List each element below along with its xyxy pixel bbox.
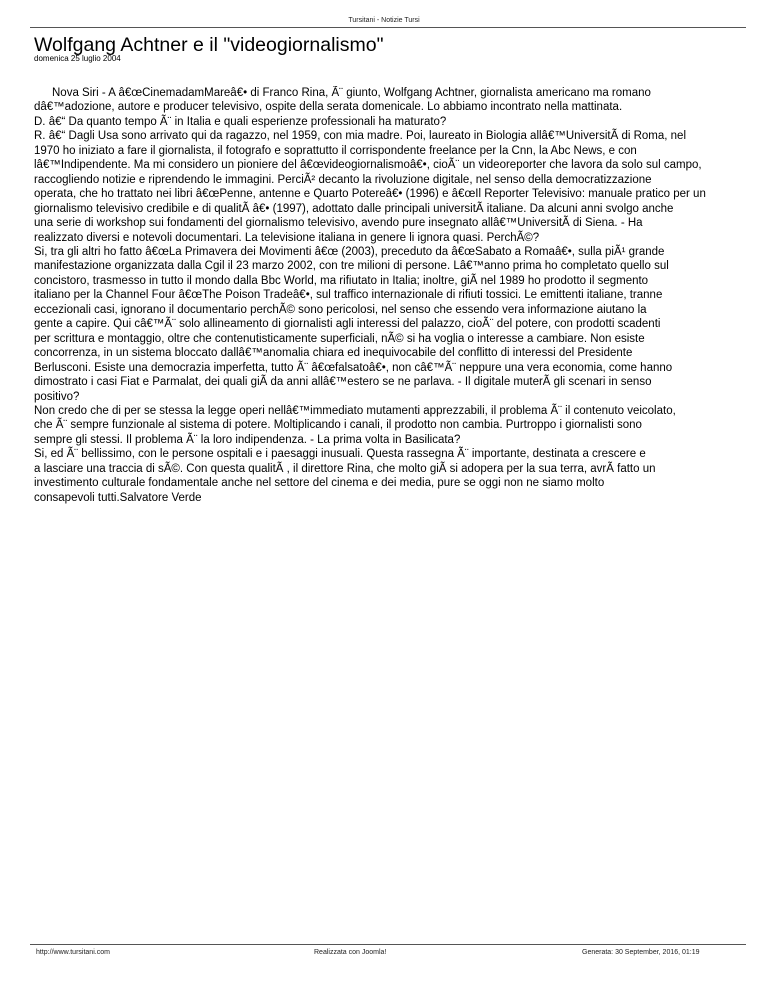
article-line: gente a capire. Qui câ€™Ã¨ solo allineamento di giornalisti agli interessi del palazzo, cioÃ¨ del potere, con prodotti scadenti bbox=[34, 318, 661, 331]
article-line: operata, che ho trattato nei libri â€œPenne, antenne e Quarto Potereâ€• (1996) e â€œIl Reporter Televisivo: manuale pratico per un bbox=[34, 188, 706, 201]
footer-credit: Realizzata con Joomla! bbox=[314, 949, 387, 956]
article-line: lâ€™Indipendente. Ma mi considero un pioniere del â€œvideogiornalismoâ€•, cioÃ¨ un videoreporter che lavora da solo sul campo, bbox=[34, 159, 702, 172]
article-line: concistoro, trasmesso in tutto il mondo dalla Bbc World, ma rifiutato in Italia; inoltre, giÃ nel 1989 ho prodotto il segmento bbox=[34, 274, 649, 287]
article-body bbox=[34, 86, 768, 505]
article-line: sempre gli stessi. Il problema Ã¨ la loro indipendenza. - La prima volta in Basilicata? bbox=[34, 433, 461, 446]
footer-site-url[interactable]: http://www.tursitani.com bbox=[36, 949, 110, 956]
article-line: per scrittura e montaggio, oltre che contenutisticamente superficiali, nÃ© si ha voglia o interesse a cambiare. Non esiste bbox=[34, 332, 645, 345]
article-line: concorrenza, in un sistema bloccato dallâ€™anomalia chiara ed inequivocabile del conflitto di interessi del Presidente bbox=[34, 347, 633, 360]
article-line: 1970 ho iniziato a fare il giornalista, il fotografo e soprattutto il corrispondente freelance per la Cnn, la Abc News, e con bbox=[34, 144, 637, 157]
article-line: consapevoli tutti.Salvatore Verde bbox=[34, 491, 202, 504]
article-line: manifestazione organizzata dalla Cgil il 23 marzo 2002, con tre milioni di persone. Lâ€™anno prima ho completato quello sul bbox=[34, 260, 669, 273]
article-line: giornalismo televisivo credibile e di qualitÃ â€• (1997), adottato dalle principali universitÃ italiane. Da alcuni anni svolgo anche bbox=[34, 202, 674, 215]
article-line: a lasciare una traccia di sÃ©. Con questa qualitÃ , il direttore Rina, che molto giÃ si adopera per la sua terra, avrÃ fatto un bbox=[34, 462, 656, 475]
article-line: che Ã¨ sempre funzionale al sistema di potere. Moltiplicando i canali, il prodotto non cambia. Purtroppo i giornalisti sono bbox=[34, 419, 642, 432]
article-line: investimento culturale fondamentale anche nel settore del cinema e dei media, pure se oggi non ne siamo molto bbox=[34, 477, 605, 490]
header-divider bbox=[30, 27, 746, 28]
article-title: Wolfgang Achtner e il "videogiornalismo" bbox=[34, 34, 384, 56]
article-line: Si, tra gli altri ho fatto â€œLa Primavera dei Movimenti â€œ (2003), preceduto da â€œSabato a Romaâ€•, sulla piÃ¹ grande bbox=[34, 245, 665, 258]
article-line: una serie di workshop sui fondamenti del giornalismo televisivo, avendo pure insegnato allâ€™UniversitÃ di Siena. - Ha bbox=[34, 217, 643, 230]
article-line: Berlusconi. Esiste una democrazia imperfetta, tutto Ã¨ â€œfalsatoâ€•, non câ€™Ã¨ neppure una vera economia, come hanno bbox=[34, 361, 673, 374]
article-line: eccezionali casi, ignorano il documentario perchÃ© sono pericolosi, nel senso che essendo vera informazione aiutano la bbox=[34, 303, 647, 316]
article-line: positivo? bbox=[34, 390, 80, 403]
footer-divider bbox=[30, 944, 746, 945]
article-line: raccogliendo notizie e riprendendo le immagini. PerciÃ² decanto la rivoluzione digitale, nel senso della democratizzazione bbox=[34, 173, 652, 186]
article-line: R. â€“ Dagli Usa sono arrivato qui da ragazzo, nel 1959, con mia madre. Poi, laureato in Biologia allâ€™UniversitÃ di Roma, nel bbox=[34, 130, 687, 143]
article-line: dâ€™adozione, autore e producer televisivo, ospite della serata domenicale. Lo abbiamo incontrato nella mattinata. bbox=[34, 101, 623, 114]
article-line: dimostrato i casi Fiat e Parmalat, dei quali giÃ da anni allâ€™estero se ne parlava. - Il digitale muterÃ gli scenari in senso bbox=[34, 376, 652, 389]
article-line: Non credo che di per se stessa la legge operi nellâ€™immediato mutamenti apprezzabili, il problema Ã¨ il contenuto veicolato, bbox=[34, 404, 676, 417]
article-line: italiano per la Channel Four â€œThe Poison Tradeâ€•, sul traffico internazionale di rifiuti tossici. Le emittenti italiane, tranne bbox=[34, 289, 663, 302]
site-header-title: Tursitani - Notizie Tursi bbox=[348, 17, 420, 24]
article-date: domenica 25 luglio 2004 bbox=[34, 54, 121, 63]
article-line: Nova Siri - A â€œCinemadamMareâ€• di Franco Rina, Ã¨ giunto, Wolfgang Achtner, giornalista americano ma romano bbox=[52, 87, 651, 99]
article-line: realizzato diversi e notevoli documentari. La televisione italiana in genere li ignora quasi. PerchÃ©? bbox=[34, 231, 540, 244]
article-line: Si, ed Ã¨ bellissimo, con le persone ospitali e i paesaggi inusuali. Questa rassegna Ã¨ importante, destinata a crescere e bbox=[34, 448, 646, 461]
footer-generated-date: Generata: 30 September, 2016, 01:19 bbox=[582, 949, 700, 956]
article-line: D. â€“ Da quanto tempo Ã¨ in Italia e quali esperienze professionali ha maturato? bbox=[34, 115, 447, 128]
